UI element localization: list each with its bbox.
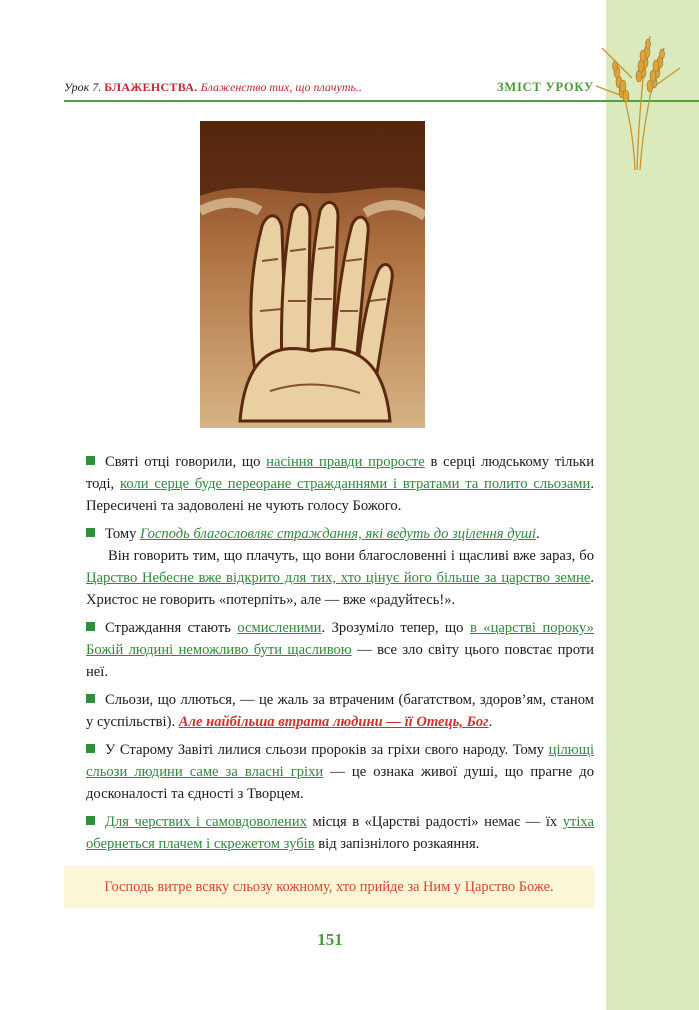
paragraph-3 [86,617,594,683]
link-kingdom-of-heaven[interactable]: Царство Небесне вже відкрито для тих, хто цінує його більше за царство земне [86,570,591,586]
paragraph-5 [86,739,594,805]
link-kingdom-of-vice[interactable]: в «царстві пороку» Божій людині неможливо бути щасливою [86,620,594,658]
bullet-square-icon [86,528,95,537]
text: . Христос не говорить «потерпіть», але — вже «радуйтесь!». [86,570,594,608]
paragraph-6 [86,811,594,855]
running-header [64,80,604,98]
link-seed-of-truth[interactable]: насіння правди проросте [266,454,425,470]
text: Тому [105,526,141,542]
link-callous-and-smug[interactable]: Для черствих і самовдоволених [105,814,307,830]
lesson-title: БЛАЖЕНСТВА. [104,80,198,94]
text: . [488,714,493,730]
paragraph-2 [86,523,594,545]
lesson-text [86,451,594,889]
link-comfort-turns-to-weeping[interactable]: утіха обернеться плачем і скрежетом зубів [86,814,594,852]
text: Страждання стають [105,620,238,636]
text: — все зло світу цього повстає проти неї. [86,642,594,680]
text: в серці людському тільки тоді, [86,454,595,492]
bullet-square-icon [86,694,95,703]
lesson-subtitle: Блаженство тих, що плачуть.. [200,80,362,94]
link-healing-tears[interactable]: цілющі сльози людини саме за власні гріхи [86,742,594,780]
paragraph-1 [86,451,594,517]
praying-hands-illustration [200,121,425,428]
text: — це ознака живої душі, що прагне до досконалості та єдності з Творцем. [86,764,594,802]
link-heart-plowed[interactable]: коли серце буде переоране стражданнями і втратами та полито сльозами [120,476,591,492]
text: місця в «Царстві радості» немає — їх [306,814,563,830]
bullet-square-icon [86,744,95,753]
text: . [535,526,540,542]
bullet-square-icon [86,622,95,631]
emphasis-greatest-loss: Але найбільша втрата людини — її Отець, Бог [178,714,489,730]
text: Він говорить тим, що плачуть, що вони благословенні і щасливі вже зараз, бо [108,548,594,564]
wheat-icon [592,28,682,170]
lesson-number: Урок 7. [64,80,102,94]
highlight-box: Господь витре всяку сльозу кожному, хто прийде за Ним у Царство Боже. [64,866,594,908]
page-number: 151 [317,930,343,949]
text: Сльози, що ллються, — це жаль за втраченим (багатством, здоров’ям, станом у суспільстві). [86,692,594,730]
text: У Старому Завіті лилися сльози пророків за гріхи свого народу. Тому [105,742,549,758]
link-meaningful[interactable]: осмисленими [237,620,322,636]
bullet-square-icon [86,816,95,825]
text: . Пересичені та задоволені не чують голосу Божого. [86,476,594,514]
contents-link[interactable]: ЗМІСТ УРОКУ [497,80,594,94]
paragraph-2-continued [86,545,594,611]
text: від запізнілого розкаяння. [314,836,480,852]
link-god-blesses-suffering[interactable]: Господь благословляє страждання, які ведуть до зцілення душі [140,526,536,542]
text: Святі отці говорили, що [105,454,267,470]
text: . Зрозуміло тепер, що [321,620,470,636]
bullet-square-icon [86,456,95,465]
paragraph-4 [86,689,594,733]
